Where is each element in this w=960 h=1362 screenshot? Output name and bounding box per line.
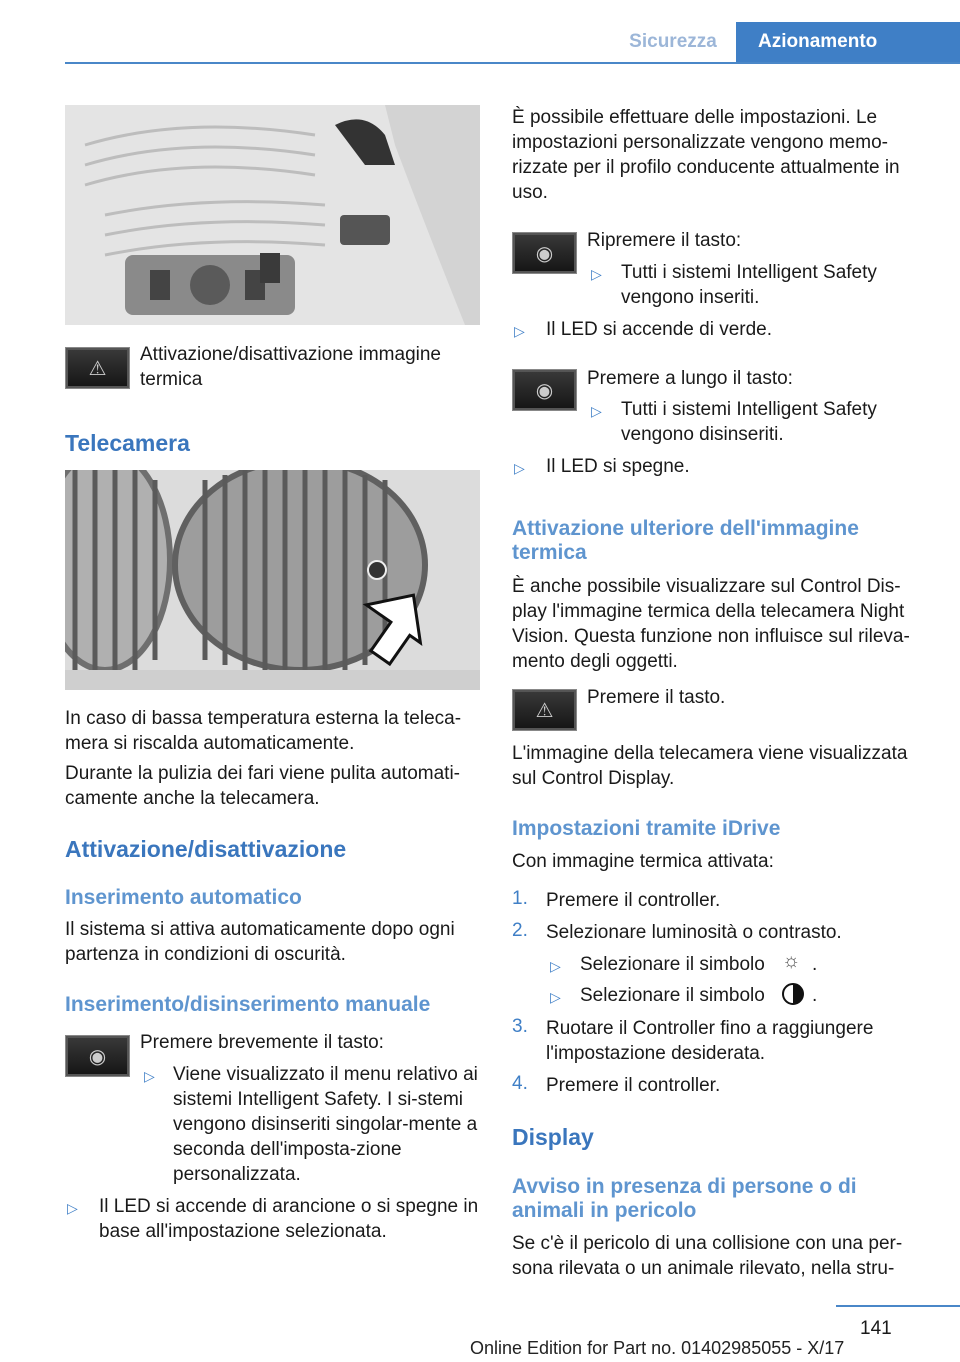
sub-contrast-dot: . [812,985,818,1006]
step-text: Premere il controller. [546,1075,721,1096]
caption-thermal-toggle: Attivazione/disattivazione immagine termica [140,344,441,390]
edition-footer: Online Edition for Part no. 01402985055 - X/17 [470,1338,845,1358]
bullet-triangle-icon: ▷ [591,403,602,419]
para-camera-heating: In caso di bassa temperatura esterna la teleca-mera si riscalda automaticamente. [65,708,462,754]
bullet-triangle-icon: ▷ [67,1200,78,1216]
dashboard-photo [65,105,480,325]
header-tab-sicurezza[interactable]: Sicurezza [629,31,717,52]
contrast-icon [782,983,804,1005]
page-number: 141 [860,1318,892,1339]
para-auto-activation: Il sistema si attiva automaticamente dopo ogni partenza in condizioni di oscurità. [65,919,455,965]
step-number: 2. [512,920,528,941]
para-camera-cleaning: Durante la pulizia dei fari viene pulita automati-camente anche la telecamera. [65,763,460,809]
press-key-label: Premere il tasto. [587,687,726,708]
para-further-activation: È anche possibile visualizzare sul Control Dis-play l'immagine termica della telecamera Night Vision. Questa funzione non influisce sul rileva-mento degli oggetti. [512,576,910,672]
bullet-led-green: Il LED si accende di verde. [546,319,773,340]
bullet-triangle-icon: ▷ [514,460,525,476]
bullet-menu-shown: Viene visualizzato il menu relativo ai sistemi Intelligent Safety. I si-stemi vengono disinseriti singolar-mente a seconda dell'imposta-zione personalizzata. [173,1064,478,1185]
para-settings-intro: È possibile effettuare delle impostazioni. Le impostazioni personalizzate vengono memo-rizzate per il profilo conducente attualmente in uso. [512,107,900,203]
bullet-triangle-icon: ▷ [591,266,602,282]
para-warning: Se c'è il pericolo di una collisione con una per-sona rilevata o un animale rilevato, nella stru- [512,1233,903,1279]
bullet-triangle-icon: ▷ [514,323,525,339]
header-tab-azionamento[interactable]: Azionamento [736,22,960,62]
camera-photo [65,470,480,690]
step-number: 1. [512,888,528,909]
bullet-triangle-icon: ▷ [550,958,561,974]
step-number: 3. [512,1016,528,1037]
assist-button-icon: ◉ [512,369,577,411]
heading-attivazione: Attivazione/disattivazione [65,836,347,862]
bullet-systems-off: Tutti i sistemi Intelligent Safety vengono disinseriti. [621,399,877,445]
header-rule [65,62,960,64]
bullet-triangle-icon: ▷ [144,1068,155,1084]
heading-idrive: Impostazioni tramite iDrive [512,817,781,840]
heading-display: Display [512,1124,594,1150]
sub-brightness: Selezionare il simbolo [580,954,765,975]
heading-further-activation: Attivazione ulteriore dell'immagine termica [512,517,859,564]
thermal-image-button-icon: ⚠ [65,347,130,389]
assist-button-icon: ◉ [65,1035,130,1077]
step-text: Premere il controller. [546,890,721,911]
repress-label: Ripremere il tasto: [587,230,742,251]
heading-inserimento-automatico: Inserimento automatico [65,886,302,909]
bullet-systems-on: Tutti i sistemi Intelligent Safety vengono inseriti. [621,262,877,308]
sub-brightness-dot: . [812,954,818,975]
step-text: Selezionare luminosità o contrasto. [546,922,842,943]
assist-button-icon: ◉ [512,232,577,274]
footer-rule [836,1305,960,1307]
heading-inserimento-manuale: Inserimento/disinserimento manuale [65,993,431,1016]
step-number: 4. [512,1073,528,1094]
thermal-image-button-icon: ⚠ [512,689,577,731]
heading-telecamera: Telecamera [65,430,190,456]
long-press-label: Premere a lungo il tasto: [587,368,793,389]
sub-contrast: Selezionare il simbolo [580,985,765,1006]
bullet-led-off: Il LED si spegne. [546,456,690,477]
heading-warning: Avviso in presenza di persone o di animali in pericolo [512,1175,857,1222]
bullet-triangle-icon: ▷ [550,989,561,1005]
para-image-shown: L'immagine della telecamera viene visualizzata sul Control Display. [512,743,908,789]
step-text: Ruotare il Controller fino a raggiungere l'impostazione desiderata. [546,1018,874,1064]
press-briefly-label: Premere brevemente il tasto: [140,1032,384,1053]
bullet-led-orange: Il LED si accende di arancione o si spegne in base all'impostazione selezionata. [99,1196,479,1242]
with-active-label: Con immagine termica attivata: [512,851,774,872]
brightness-icon: ☼ [782,950,801,972]
